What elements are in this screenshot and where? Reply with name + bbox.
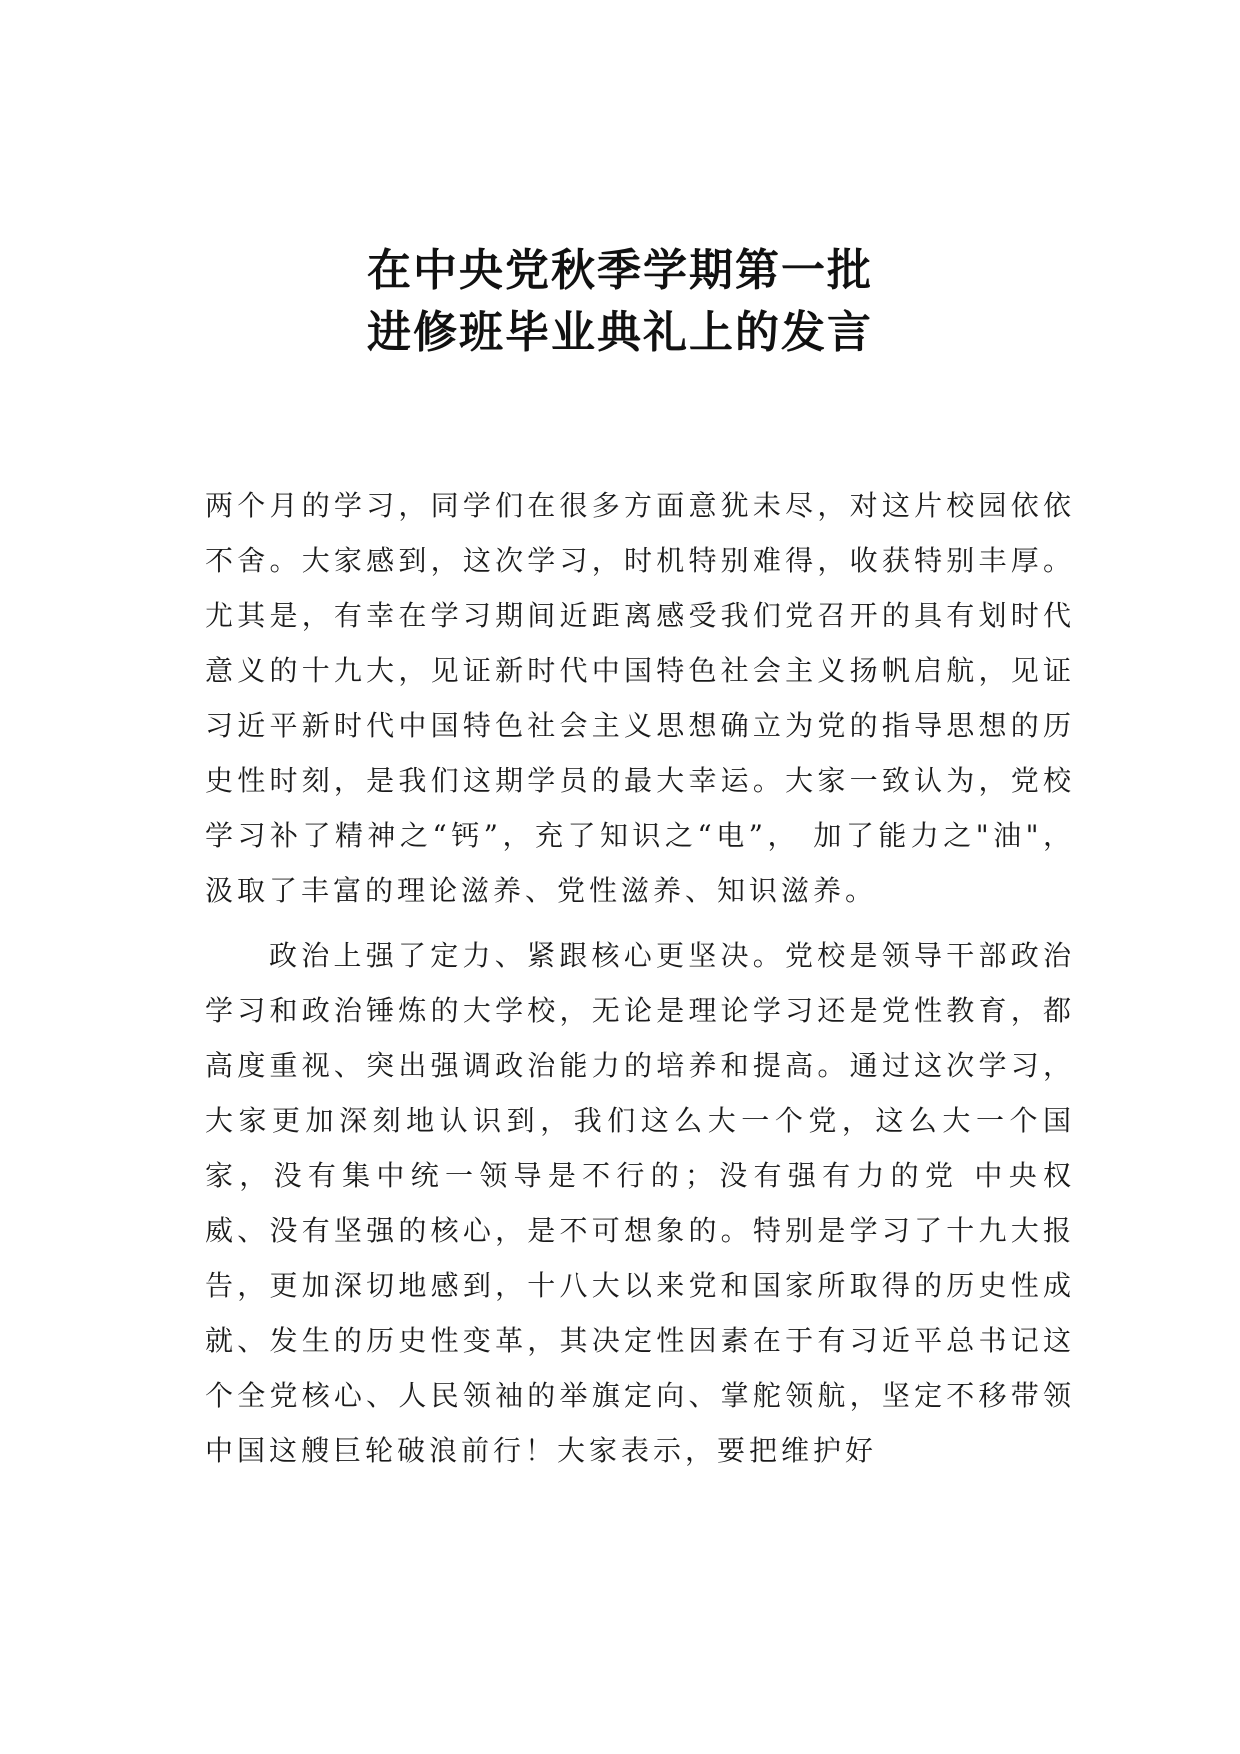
title-line-2: 进修班毕业典礼上的发言 (367, 307, 873, 358)
title-line-1: 在中央党秋季学期第一批 (367, 245, 873, 296)
document-body (205, 478, 1075, 1478)
paragraph-1: 两个月的学习，同学们在很多方面意犹未尽，对这片校园依依不舍。大家感到，这次学习，时机特别难得，收获特别丰厚。尤其是，有幸在学习期间近距离感受我们党召开的具有划时代意义的十九大，见证新时代中国特色社会主义扬帆启航，见证习近平新时代中国特色社会主义思想确立为党的指导思想的历史性时刻，是我们这期学员的最大幸运。大家一致认为，党校学习补了精神之“钙”，充了知识之“电”， 加了能力之"油"，汲取了丰富的理论滋养、党性滋养、知识滋养。 (205, 489, 1075, 907)
paragraph-2: 政治上强了定力、紧跟核心更坚决。党校是领导干部政治学习和政治锤炼的大学校，无论是理论学习还是党性教育，都高度重视、突出强调政治能力的培养和提高。通过这次学习，大家更加深刻地认识到，我们这么大一个党，这么大一个国家，没有集中统一领导是不行的；没有强有力的党 中央权威、没有坚强的核心，是不可想象的。特别是学习了十九大报告，更加深切地感到，十八大以来党和国家所取得的历史性成就、发生的历史性变革，其决定性因素在于有习近平总书记这个全党核心、人民领袖的举旗定向、掌舵领航，坚定不移带领中国这艘巨轮破浪前行！大家表示，要把维护好 (205, 939, 1075, 1467)
page-title (0, 240, 1240, 364)
